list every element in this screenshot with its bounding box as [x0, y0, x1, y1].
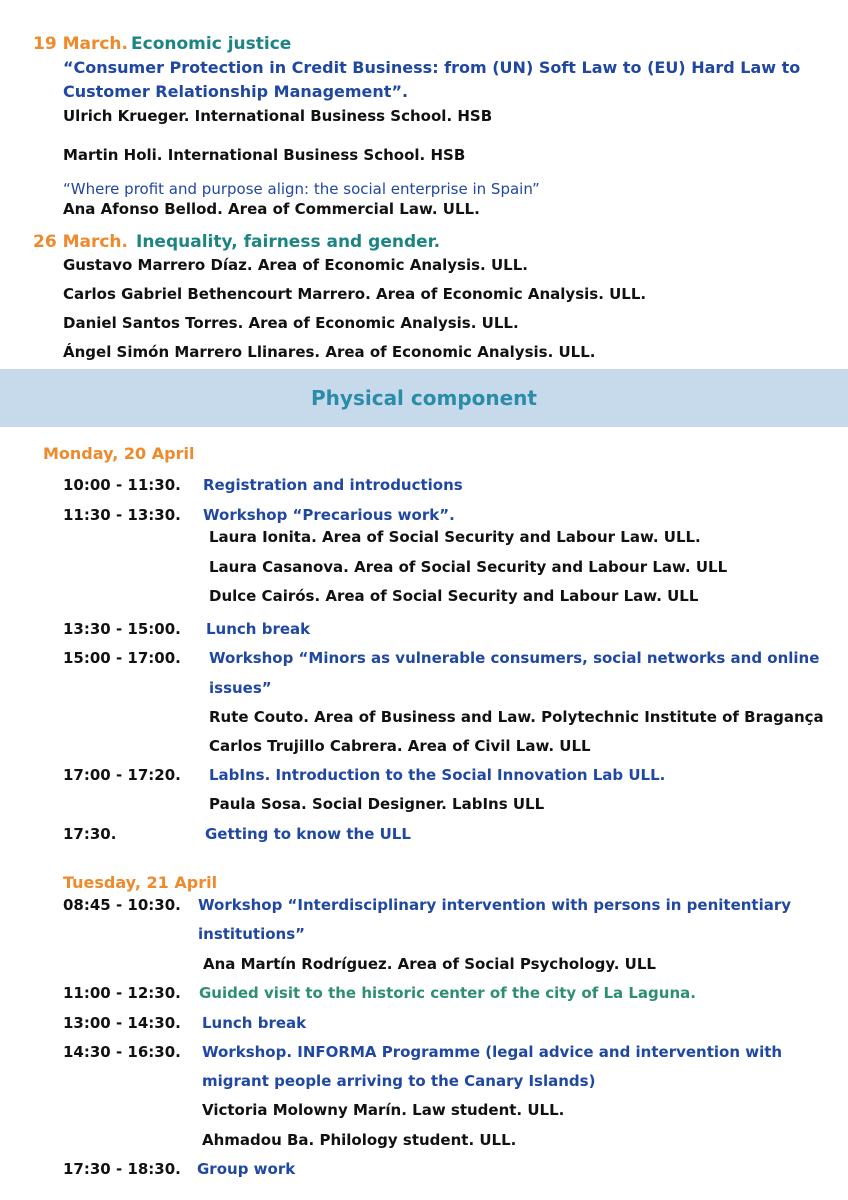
speaker-row: Ana Martín Rodríguez. Area of Social Psychology. ULL — [203, 955, 656, 973]
talk-title-line2: Customer Relationship Management”. — [63, 82, 409, 101]
session-time: 17:00 - 17:20. — [63, 766, 181, 784]
speaker-row: Ángel Simón Marrero Llinares. Area of Economic Analysis. ULL. — [63, 343, 596, 361]
theme-economic-justice: Economic justice — [131, 34, 292, 54]
session-time: 17:30 - 18:30. — [63, 1160, 181, 1178]
session-time: 10:00 - 11:30. — [63, 476, 181, 494]
speaker-row: Laura Casanova. Area of Social Security and Labour Law. ULL — [209, 558, 728, 576]
session-time: 15:00 - 17:00. — [63, 649, 181, 667]
speaker-row: Ahmadou Ba. Philology student. ULL. — [202, 1131, 517, 1149]
talk-title-social-enterprise: “Where profit and purpose align: the social enterprise in Spain” — [63, 180, 540, 198]
speaker-row: Dulce Cairós. Area of Social Security and Labour Law. ULL — [209, 587, 699, 605]
session-title-line2: institutions” — [198, 925, 305, 943]
speaker-ana-afonso: Ana Afonso Bellod. Area of Commercial Law. ULL. — [63, 200, 480, 218]
speaker-row: Gustavo Marrero Díaz. Area of Economic Analysis. ULL. — [63, 256, 528, 274]
speaker-row: Carlos Gabriel Bethencourt Marrero. Area of Economic Analysis. ULL. — [63, 285, 647, 303]
session-time: 13:00 - 14:30. — [63, 1014, 181, 1032]
speaker-row: Daniel Santos Torres. Area of Economic Analysis. ULL. — [63, 314, 519, 332]
session-time: 11:30 - 13:30. — [63, 506, 181, 524]
session-title: Group work — [197, 1160, 296, 1178]
session-time: 14:30 - 16:30. — [63, 1043, 181, 1061]
speaker-row: Carlos Trujillo Cabrera. Area of Civil Law. ULL — [209, 737, 591, 755]
session-title-line2: issues” — [209, 679, 272, 697]
date-26-march: 26 March. — [33, 232, 128, 252]
session-title: LabIns. Introduction to the Social Innovation Lab ULL. — [209, 766, 666, 784]
session-time: 17:30. — [63, 825, 117, 843]
speaker-row: Rute Couto. Area of Business and Law. Polytechnic Institute of Bragança — [209, 708, 824, 726]
day-heading-monday: Monday, 20 April — [43, 444, 195, 463]
section-title-physical: Physical component — [311, 386, 537, 410]
speaker-row: Paula Sosa. Social Designer. LabIns ULL — [209, 795, 545, 813]
session-time: 08:45 - 10:30. — [63, 896, 181, 914]
speaker-martin-holi: Martin Holi. International Business School. HSB — [63, 146, 466, 164]
day-heading-tuesday: Tuesday, 21 April — [63, 873, 218, 892]
session-title: Lunch break — [206, 620, 311, 638]
session-title-line1: Workshop “Interdisciplinary intervention with persons in penitentiary — [198, 896, 792, 914]
session-title: Workshop “Precarious work”. — [203, 506, 455, 524]
session-time: 13:30 - 15:00. — [63, 620, 181, 638]
theme-inequality: Inequality, fairness and gender. — [136, 232, 441, 252]
session-title-line2: migrant people arriving to the Canary Islands) — [202, 1072, 596, 1090]
speaker-row: Laura Ionita. Area of Social Security and Labour Law. ULL. — [209, 528, 701, 546]
session-title: Getting to know the ULL — [205, 825, 411, 843]
session-title-line1: Workshop. INFORMA Programme (legal advice and intervention with — [202, 1043, 783, 1061]
session-title: Lunch break — [202, 1014, 307, 1032]
talk-title-line1: “Consumer Protection in Credit Business: from (UN) Soft Law to (EU) Hard Law to — [63, 58, 801, 77]
session-title-line1: Workshop “Minors as vulnerable consumers, social networks and online — [209, 649, 820, 667]
date-19-march: 19 March. — [33, 34, 128, 54]
speaker-row: Victoria Molowny Marín. Law student. ULL. — [202, 1101, 565, 1119]
session-title: Registration and introductions — [203, 476, 463, 494]
session-title: Guided visit to the historic center of the city of La Laguna. — [199, 984, 696, 1002]
session-time: 11:00 - 12:30. — [63, 984, 181, 1002]
speaker-ulrich-krueger: Ulrich Krueger. International Business School. HSB — [63, 107, 493, 125]
